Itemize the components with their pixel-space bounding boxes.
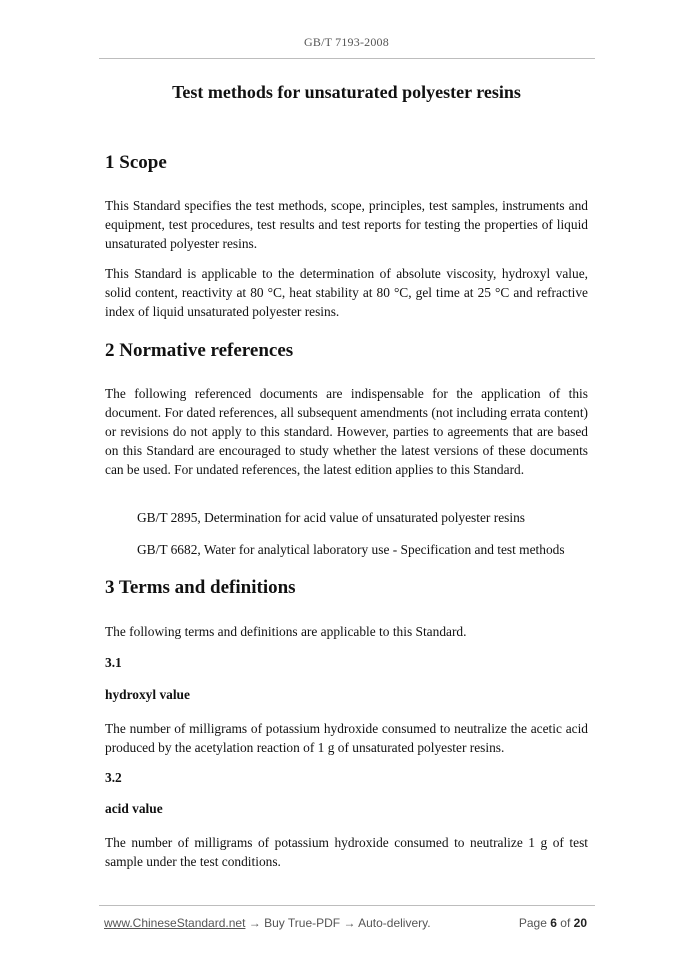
section-heading-normative-references: 2 Normative references [105,340,294,361]
page-number: 6 [550,916,557,930]
scope-paragraph-1: This Standard specifies the test methods, scope, principles, test samples, instruments and equipment, test procedures, test results and test reports for testing the properties of liquid unsaturated polyester resins. [105,198,588,251]
section-heading-scope: 1 Scope [105,152,167,173]
term-number: 3.2 [105,770,122,785]
document-title: Test methods for unsaturated polyester resins [172,82,521,102]
section-heading-terms: 3 Terms and definitions [105,577,296,598]
header-divider [99,58,595,59]
scope-paragraph-2: This Standard is applicable to the determination of absolute viscosity, hydroxyl value, solid content, reactivity at 80 °C, heat stability at 80 °C, gel time at 25 °C and refractive index of liquid unsaturated polyester resins. [105,266,588,319]
term-name: acid value [105,801,163,816]
normative-reference-item: GB/T 2895, Determination for acid value of unsaturated polyester resins [137,510,525,525]
footer-tagline: → Buy True-PDF → Auto-delivery. [245,916,431,930]
of-label: of [560,916,571,930]
page-indicator [519,916,587,930]
footer-divider [99,905,595,906]
terms-intro: The following terms and definitions are applicable to this Standard. [105,624,467,639]
page-total: 20 [573,916,587,930]
page-label: Page [518,916,547,930]
term-number: 3.1 [105,655,122,670]
term-definition: The number of milligrams of potassium hydroxide consumed to neutralize the acetic acid produced by the acetylation reaction of 1 g of unsaturated polyester resins. [105,721,588,755]
normative-reference-item: GB/T 6682, Water for analytical laboratory use - Specification and test methods [137,542,565,557]
page-footer [104,916,587,934]
normative-paragraph: The following referenced documents are indispensable for the application of this document. For dated references, all subsequent amendments (not including errata content) or revisions do not apply to this standard. However, parties to agreements that are based on this Standard are encouraged to study whether the latest versions of these documents can be used. For undated references, the latest edition applies to this Standard. [105,386,588,477]
term-definition: The number of milligrams of potassium hydroxide consumed to neutralize 1 g of test sample under the test conditions. [105,835,588,869]
chinesestandard-link[interactable]: www.ChineseStandard.net [104,916,246,930]
term-name: hydroxyl value [105,687,190,702]
header-standard-code: GB/T 7193-2008 [304,35,389,49]
